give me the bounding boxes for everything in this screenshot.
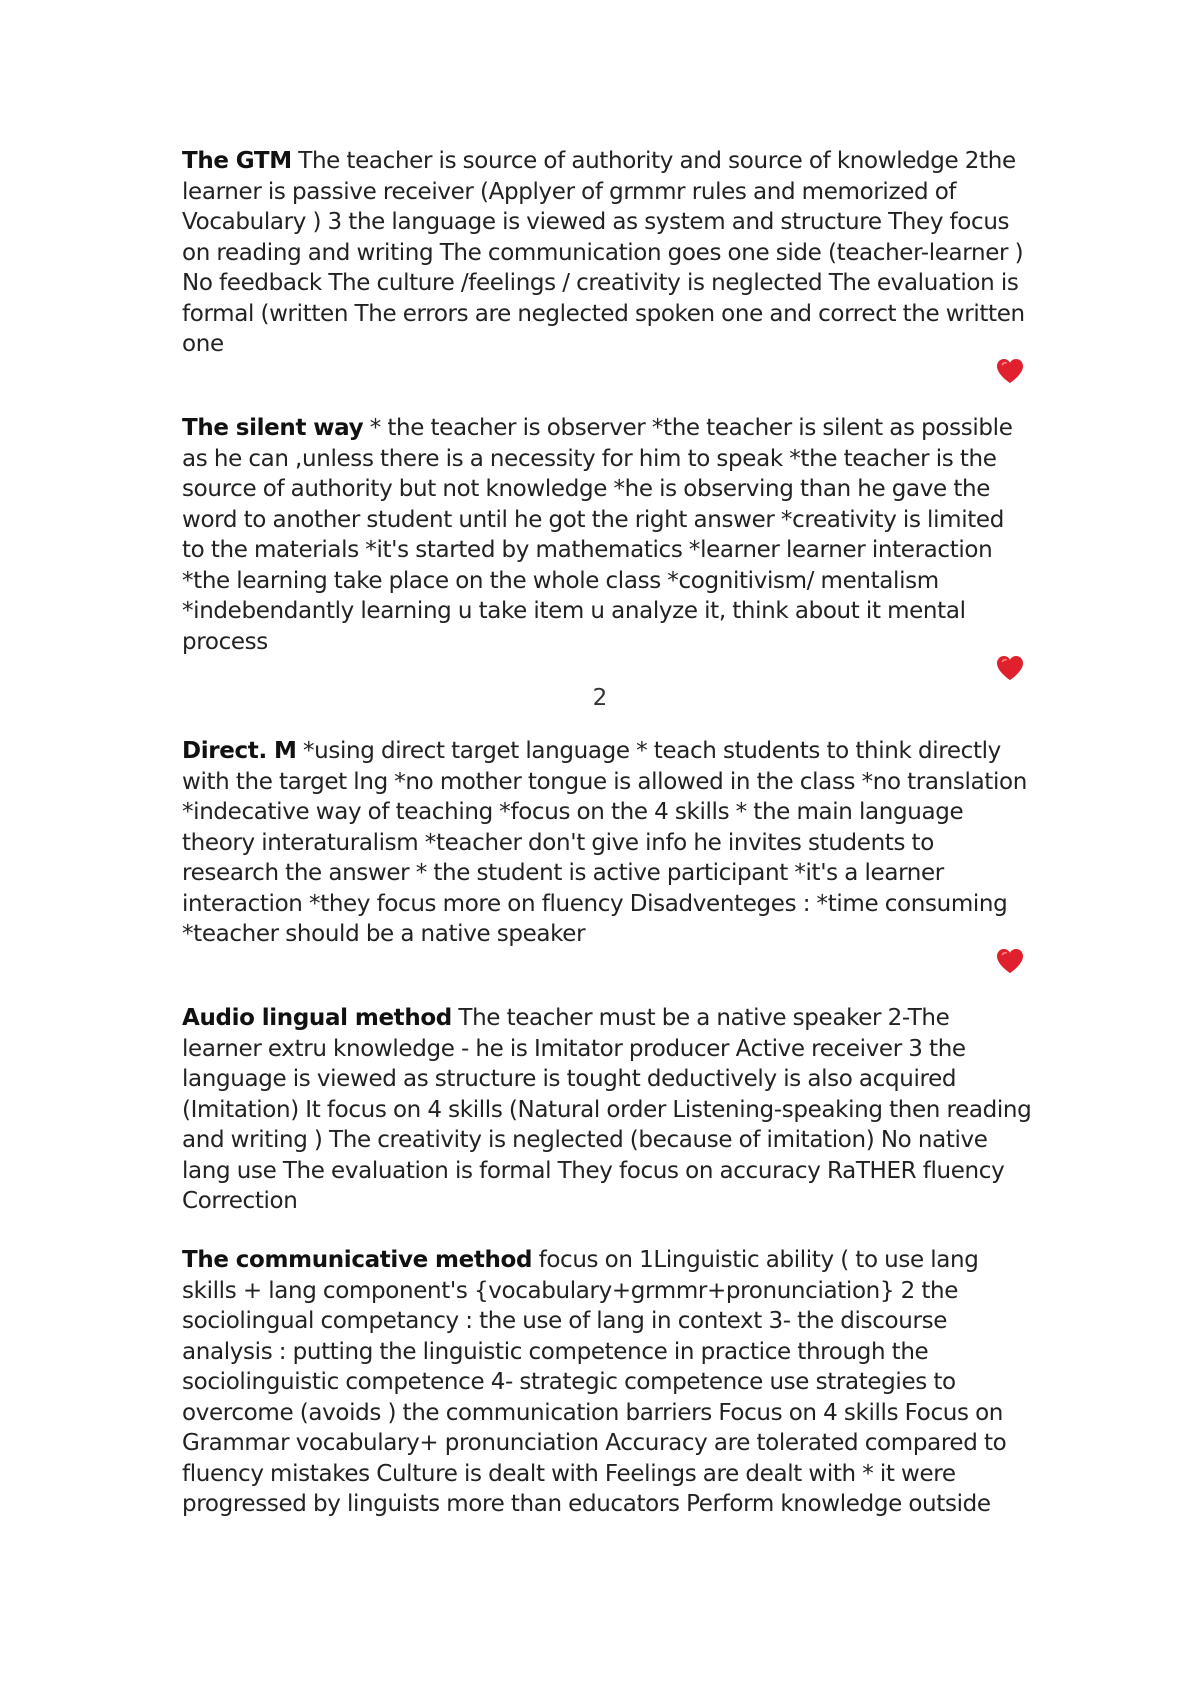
section-body: *using direct target language * teach students to think directly with the target lng *no mother tongue is allowed in the class *no translation *indecative way of teaching *focus on the 4 skills * the main language theory interaturalism *teacher don't give info he invites students to research the answer * the student is active participant *it's a learner interaction *they focus more on fluency Disadventeges : *time consuming *teacher should be a native speaker [182,738,1027,947]
section-direct-method [182,736,1032,950]
section-body: * the teacher is observer *the teacher is silent as possible as he can ,unless there is a necessity for him to speak *the teacher is the source of authority but not knowledge *he is observing than he gave the word to another student until he got the right answer *creativity is limited to the materials *it's started by mathematics *learner learner interaction *the learning take place on the whole class *cognitivism/ mentalism *indebendantly learning u take item u analyze it, think about it mental process [182,415,1013,655]
section-body: The teacher is source of authority and source of knowledge 2the learner is passive receiver (Applyer of grmmr rules and memorized of Vocabulary ) 3 the language is viewed as system and structure They focus on reading and writing The communication goes one side (teacher-learner ) No feedback The culture /feelings / creativity is neglected The evaluation is formal (written The errors are neglected spoken one and correct the written one [182,148,1025,357]
section-body: The teacher must be a native speaker 2-The learner extru knowledge - he is Imitator producer Active receiver 3 the language is viewed as structure is tought deductively is also acquired (Imitation) It focus on 4 skills (Natural order Listening-speaking then reading and writing ) The creativity is neglected (because of imitation) No native lang use The evaluation is formal They focus on accuracy RaTHER fluency Correction [182,1005,1032,1214]
section-heading: Audio lingual method [182,1005,452,1031]
heart-icon [996,948,1024,974]
section-heading: The GTM [182,148,292,174]
section-heading: Direct. M [182,738,297,764]
section-communicative-method [182,1245,1032,1520]
section-audio-lingual-method [182,1003,1032,1217]
section-gtm [182,146,1032,360]
heart-icon [996,655,1024,681]
section-body: focus on 1Linguistic ability ( to use lang skills + lang component's {vocabulary+grmmr+pronunciation} 2 the sociolingual competancy : the use of lang in context 3- the discourse analysis : putting the linguistic competence in practice through the sociolinguistic competence 4- strategic competence use strategies to overcome (avoids ) the communication barriers Focus on 4 skills Focus on Grammar vocabulary+ pronunciation Accuracy are tolerated compared to fluency mistakes Culture is dealt with Feelings are dealt with * it were progressed by linguists more than educators Perform knowledge outside [182,1247,1007,1517]
heart-icon [996,358,1024,384]
page-number: 2 [592,685,608,711]
section-silent-way [182,413,1032,657]
section-heading: The communicative method [182,1247,533,1273]
section-heading: The silent way [182,415,364,441]
